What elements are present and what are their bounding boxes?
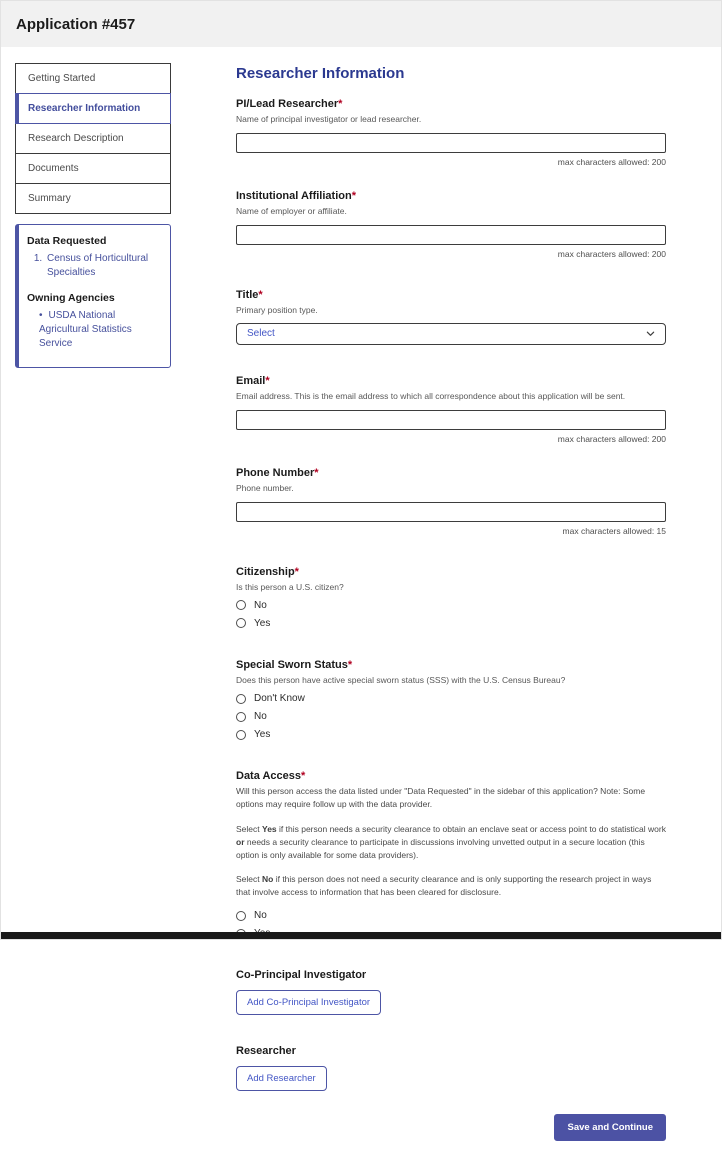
required-asterisk: * <box>314 466 319 479</box>
application-summary-box <box>15 224 171 368</box>
owning-agencies-list <box>27 309 162 351</box>
sss-radio-no[interactable] <box>236 711 666 722</box>
radio-button-icon[interactable] <box>236 618 246 628</box>
sidebar-item-label: Getting Started <box>28 73 96 84</box>
sidebar-item-getting-started[interactable] <box>15 63 171 94</box>
radio-button-icon[interactable] <box>236 911 246 921</box>
content-area <box>1 47 721 1155</box>
radio-button-icon[interactable] <box>236 694 246 704</box>
owning-agency-item: • USDA National Agricultural Statistics Service <box>37 309 162 351</box>
phone-help-text: Phone number. <box>236 482 294 493</box>
phone-input[interactable] <box>236 502 666 522</box>
add-co-pi-button[interactable]: Add Co-Principal Investigator <box>236 990 381 1015</box>
phone-max-note: max characters allowed: 15 <box>562 525 666 536</box>
sss-label: Special Sworn Status* <box>236 658 353 671</box>
title-select-value: Select <box>247 328 275 340</box>
sss-help-text: Does this person have active special sworn status (SSS) with the U.S. Census Bureau? <box>236 674 566 685</box>
affiliation-label: Institutional Affiliation* <box>236 189 356 202</box>
affiliation-max-note: max characters allowed: 200 <box>557 248 666 259</box>
phone-label: Phone Number* <box>236 466 319 479</box>
save-and-continue-button[interactable]: Save and Continue <box>554 1114 666 1141</box>
sidebar-item-researcher-information[interactable] <box>15 93 171 124</box>
title-select[interactable] <box>236 323 666 345</box>
required-asterisk: * <box>294 565 299 578</box>
title-help-text: Primary position type. <box>236 304 318 315</box>
affiliation-input[interactable] <box>236 225 666 245</box>
data-access-radio-no[interactable] <box>236 910 666 921</box>
radio-label: Yes <box>254 729 271 741</box>
data-access-field-group <box>236 770 666 939</box>
radio-label: No <box>254 711 267 723</box>
pi-label: PI/Lead Researcher* <box>236 98 343 110</box>
email-help-text: Email address. This is the email address to which all correspondence about this application will be sent. <box>236 390 626 401</box>
pi-help-text: Name of principal investigator or lead researcher. <box>236 114 422 124</box>
co-pi-section <box>236 969 666 1015</box>
email-label: Email* <box>236 374 270 387</box>
radio-button-icon[interactable] <box>236 600 246 610</box>
data-requested-item: 1. Census of Horticultural Specialties <box>45 252 162 280</box>
sidebar-item-label: Documents <box>28 163 79 174</box>
title-field-group <box>236 289 666 345</box>
sidebar-nav <box>15 63 171 214</box>
researcher-section <box>236 1045 666 1091</box>
required-asterisk: * <box>265 374 270 387</box>
sidebar-item-documents[interactable] <box>15 153 171 184</box>
citizenship-field-group <box>236 566 666 629</box>
email-max-note: max characters allowed: 200 <box>557 433 666 444</box>
radio-label: Don't Know <box>254 693 305 705</box>
affiliation-field-group <box>236 190 666 259</box>
sidebar-item-summary[interactable] <box>15 183 171 214</box>
radio-label: No <box>254 599 267 611</box>
sidebar-item-label: Research Description <box>28 133 124 144</box>
co-pi-heading: Co-Principal Investigator <box>236 969 367 982</box>
owning-agencies-heading: Owning Agencies <box>27 292 115 304</box>
sidebar-item-label: Summary <box>28 193 71 204</box>
pi-max-note: max characters allowed: 200 <box>557 156 666 167</box>
sss-radio-yes[interactable] <box>236 729 666 740</box>
email-field-group <box>236 375 666 444</box>
citizenship-label: Citizenship* <box>236 565 299 578</box>
citizenship-help-text: Is this person a U.S. citizen? <box>236 581 344 592</box>
radio-button-icon[interactable] <box>236 712 246 722</box>
data-requested-list <box>27 252 162 280</box>
footer-bar <box>1 932 721 939</box>
pi-field-group <box>236 98 666 167</box>
required-asterisk: * <box>347 658 353 671</box>
data-access-paragraph-2: Select Yes if this person needs a security clearance to obtain an enclave seat or access point to do statistical work or needs a security clearance to participate in discussions involving unvetted output in a secure location (this option is only available for some data providers). <box>236 823 666 860</box>
citizenship-radio-no[interactable] <box>236 600 666 611</box>
required-asterisk: * <box>338 98 343 110</box>
required-asterisk: * <box>258 288 263 301</box>
email-input[interactable] <box>236 410 666 430</box>
radio-label: Yes <box>254 617 271 629</box>
app-header <box>1 1 721 47</box>
radio-label: No <box>254 910 267 922</box>
sidebar-item-research-description[interactable] <box>15 123 171 154</box>
sidebar-item-label: Researcher Information <box>28 103 141 114</box>
phone-field-group <box>236 467 666 536</box>
citizenship-radio-yes[interactable] <box>236 618 666 629</box>
sss-radio-dont-know[interactable] <box>236 693 666 704</box>
add-researcher-button[interactable]: Add Researcher <box>236 1066 327 1091</box>
required-asterisk: * <box>301 770 306 783</box>
affiliation-help-text: Name of employer or affiliate. <box>236 205 347 216</box>
sss-field-group <box>236 659 666 740</box>
radio-button-icon[interactable] <box>236 730 246 740</box>
researcher-heading: Researcher <box>236 1045 296 1058</box>
sidebar <box>15 63 171 1155</box>
required-asterisk: * <box>351 189 356 202</box>
data-requested-heading: Data Requested <box>27 235 107 247</box>
pi-input[interactable] <box>236 133 666 153</box>
title-label: Title* <box>236 288 263 301</box>
data-access-label: Data Access* <box>236 770 306 783</box>
form-title: Researcher Information <box>236 65 405 82</box>
chevron-down-icon <box>646 329 655 338</box>
save-row <box>236 1114 666 1155</box>
form-panel <box>236 63 666 1155</box>
page-title: Application #457 <box>16 15 136 33</box>
data-access-paragraph-1: Will this person access the data listed under "Data Requested" in the sidebar of this application? Note: Some options may require follow up with the data provider. <box>236 786 646 810</box>
data-access-paragraph-3: Select No if this person does not need a security clearance and is only supporting the research project in ways that involve access to information that has been cleared for disclosure. <box>236 874 652 898</box>
